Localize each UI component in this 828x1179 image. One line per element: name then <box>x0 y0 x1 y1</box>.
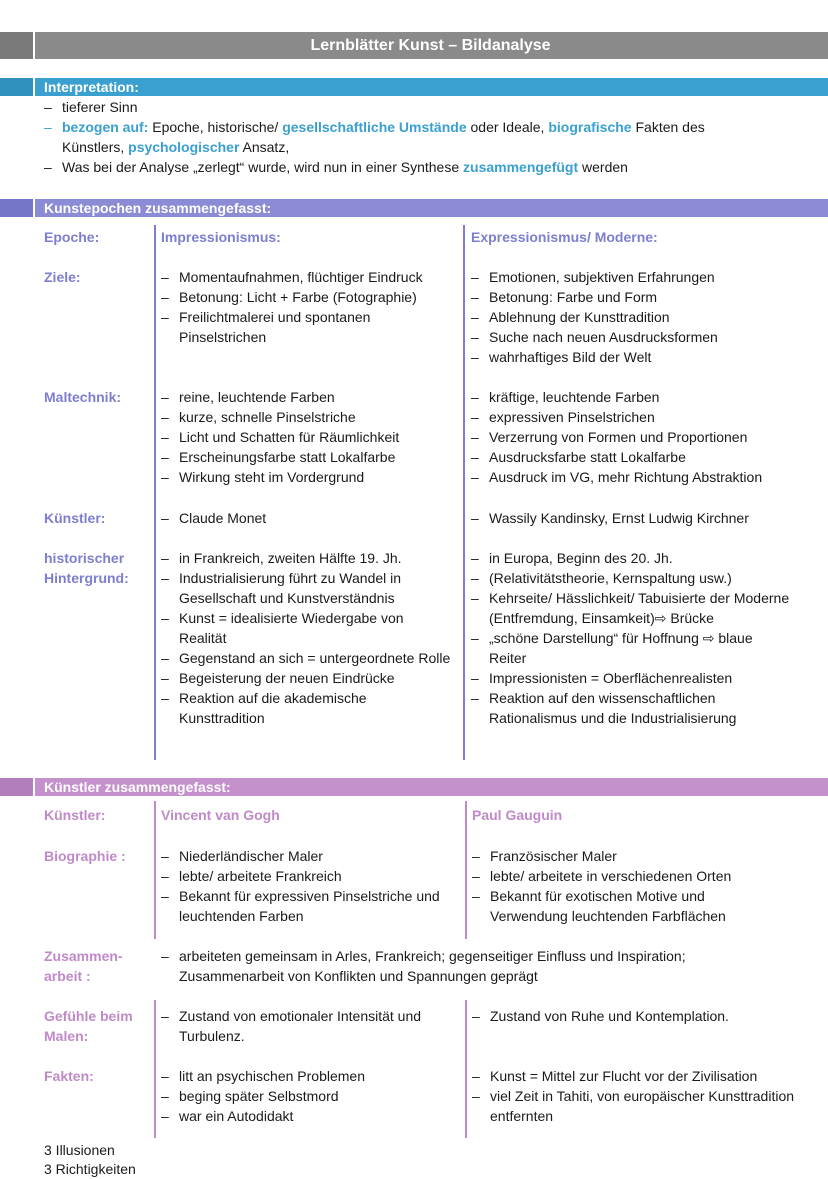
bio-gauguin: – Französischer Maler – lebte/ arbeitete in verschiedenen Orten – Bekannt für exotischen Motive und Verwendung leuchtenden Farbflächen <box>472 846 772 926</box>
title-bar <box>0 32 828 59</box>
hintergrund-expressionismus: – in Europa, Beginn des 20. Jh. – (Relativitätstheorie, Kernspaltung usw.) – Kehrseite/ Hässlichkeit/ Tabuisierte der Moderne (Entfremdung, Einsamkeit)⇨ Brücke – „schöne Darstellung“ für Hoffnung ⇨ blaue Reiter – Impressionisten = Oberflächenrealisten – Reaktion auf den wissenschaftlichen Rationalismus und die Industrialisierung <box>471 548 791 728</box>
interpretation-item: – Was bei der Analyse „zerlegt“ wurde, wird nun in einer Synthese zusammengefügt werden <box>44 159 628 175</box>
gefuehle-gauguin: – Zustand von Ruhe und Kontemplation. <box>472 1006 802 1026</box>
col-title-gauguin: Paul Gauguin <box>472 807 563 823</box>
col-title-impressionismus: Impressionismus: <box>161 229 281 245</box>
fakten-van-gogh: – litt an psychischen Problemen – beging später Selbstmord – war ein Autodidakt <box>161 1066 453 1126</box>
label-fakten: Fakten: <box>44 1068 94 1084</box>
label-ziele: Ziele: <box>44 269 81 285</box>
label-kuenstler2: Künstler: <box>44 807 106 823</box>
maltechnik-expressionismus: – kräftige, leuchtende Farben – expressiven Pinselstrichen – Verzerrung von Formen und Proportionen – Ausdrucksfarbe statt Lokalfarbe – Ausdruck im VG, mehr Richtung Abstraktion <box>471 387 821 487</box>
column-divider <box>154 1000 156 1138</box>
column-divider <box>154 801 156 939</box>
kuenstler-expressionismus: – Wassily Kandinsky, Ernst Ludwig Kirchner <box>471 508 811 528</box>
label-epoche: Epoche: <box>44 229 100 245</box>
column-divider <box>465 801 467 939</box>
kuenstler-header: Künstler zusammengefasst: <box>0 778 828 796</box>
label-zusammen: Zusammen- <box>44 948 123 964</box>
interpretation-item: – bezogen auf: Epoche, historische/ gesellschaftliche Umstände oder Ideale, biografische Fakten des <box>44 119 705 135</box>
kuenstler-impressionismus: – Claude Monet <box>161 508 459 528</box>
col-title-expressionismus: Expressionismus/ Moderne: <box>471 229 658 245</box>
label-malen: Malen: <box>44 1028 89 1044</box>
label-historischer: historischer <box>44 550 125 566</box>
page-title: Lernblätter Kunst – Bildanalyse <box>310 37 551 54</box>
interpretation-item: – tieferer Sinn <box>44 99 138 115</box>
epochen-header: Kunstepochen zusammengefasst: <box>0 199 828 217</box>
col-title-van-gogh: Vincent van Gogh <box>161 807 280 823</box>
footer-richtigkeiten: 3 Richtigkeiten <box>44 1161 136 1177</box>
ziele-expressionismus: – Emotionen, subjektiven Erfahrungen – Betonung: Farbe und Form – Ablehnung der Kunsttradition – Suche nach neuen Ausdrucksformen – wahrhaftiges Bild der Welt <box>471 267 801 367</box>
hintergrund-impressionismus: – in Frankreich, zweiten Hälfte 19. Jh. – Industrialisierung führt zu Wandel in Gesellschaft und Kunstverständnis – Kunst = idealisierte Wiedergabe von Realität – Gegenstand an sich = untergeordnete Rolle – Begeisterung der neuen Eindrücke – Reaktion auf die akademische Kunsttradition <box>161 548 451 728</box>
label-maltechnik: Maltechnik: <box>44 389 122 405</box>
label-kuenstler: Künstler: <box>44 510 106 526</box>
bio-van-gogh: – Niederländischer Maler – lebte/ arbeitete Frankreich – Bekannt für expressiven Pinselstriche und leuchtenden Farben <box>161 846 451 926</box>
zusammenarbeit: – arbeiteten gemeinsam in Arles, Frankreich; gegenseitiger Einfluss und Inspiration; Zusammenarbeit von Konflikten und Spannungen geprägt <box>161 946 751 986</box>
ziele-impressionismus: – Momentaufnahmen, flüchtiger Eindruck – Betonung: Licht + Farbe (Fotographie) – Freilichtmalerei und spontanen Pinselstrichen <box>161 267 459 347</box>
footer-illusionen: 3 Illusionen <box>44 1142 115 1158</box>
interpretation-header: Interpretation: <box>0 78 828 96</box>
interpretation-item-cont: Künstlers, psychologischer Ansatz, <box>62 139 290 155</box>
column-divider <box>154 225 156 760</box>
fakten-gauguin: – Kunst = Mittel zur Flucht vor der Zivilisation – viel Zeit in Tahiti, von europäischer Kunsttradition entfernten <box>472 1066 812 1126</box>
maltechnik-impressionismus: – reine, leuchtende Farben – kurze, schnelle Pinselstriche – Licht und Schatten für Räumlichkeit – Erscheinungsfarbe statt Lokalfarbe – Wirkung steht im Vordergrund <box>161 387 459 487</box>
label-hintergrund: Hintergrund: <box>44 570 129 586</box>
label-biographie: Biographie : <box>44 848 126 864</box>
label-arbeit: arbeit : <box>44 968 91 984</box>
column-divider <box>465 1000 467 1138</box>
column-divider <box>463 225 465 760</box>
label-gefuehle: Gefühle beim <box>44 1008 133 1024</box>
gefuehle-van-gogh: – Zustand von emotionaler Intensität und Turbulenz. <box>161 1006 453 1046</box>
